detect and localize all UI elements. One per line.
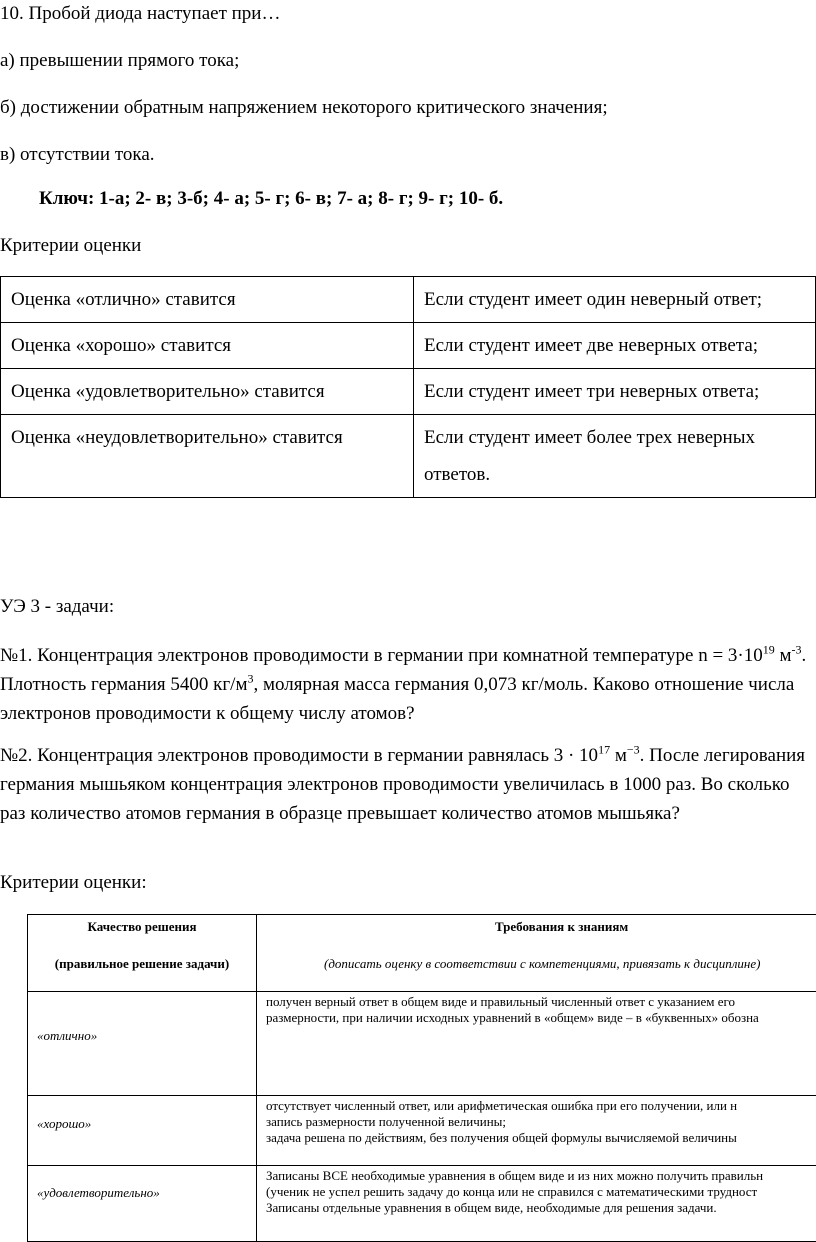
requirement-line: получен верный ответ в общем виде и правильный численный ответ с указанием его: [266, 994, 736, 1009]
ue3-heading: УЭ 3 - задачи:: [0, 596, 115, 617]
criteria-heading: Критерии оценки: [0, 235, 142, 256]
table-row: [28, 1166, 816, 1242]
criteria2-heading: Критерии оценки:: [0, 872, 147, 893]
table-row: [28, 992, 816, 1096]
grade-cell: Оценка «неудовлетворительно» ставится: [1, 415, 414, 498]
requirement-cell: [257, 1096, 816, 1166]
task-1: №1. Концентрация электронов проводимости в германии при комнатной температуре $n = 3\cdot 10^{19}$ $м^{-3}$. Плотность германия 5400 $кг/м^3$, молярная масса германия 0,073 кг/моль. Каково отношение числа электронов проводимости к общему числу атомов?: [0, 642, 807, 724]
quality-header: [28, 915, 257, 992]
question-10-title: 10. Пробой диода наступает при…: [0, 3, 281, 24]
requirement-cell: [257, 992, 816, 1096]
requirement-line: задача решена по действиям, без получения общей формулы вычисляемой величины: [266, 1130, 737, 1145]
table-row: [1, 415, 816, 498]
requirement-line: Записаны ВСЕ необходимые уравнения в общем виде и из них можно получить правильн: [266, 1168, 764, 1183]
task-2: №2. Концентрация электронов проводимости в германии равнялась $3 \cdot 10^{17}$ $м^{-3}$. После легирования германия мышьяком концентрация электронов проводимости увеличилась в 1000 раз. Во сколько раз количество атомов германия в образце превышает количество атомов мышьяка?: [0, 742, 806, 824]
requirement-line: Записаны отдельные уравнения в общем виде, необходимые для решения задачи.: [266, 1200, 717, 1215]
requirement-line: отсутствует численный ответ, или арифметическая ошибка при его получении, или н: [266, 1098, 738, 1113]
condition-cell: Если студент имеет более трех неверных ответов.: [414, 415, 816, 498]
requirement-cell: [257, 1166, 816, 1242]
condition-cell: Если студент имеет один неверный ответ;: [414, 277, 816, 323]
grade-cell: «хорошо»: [28, 1096, 257, 1166]
quality-subtitle: (правильное решение задачи): [54, 956, 230, 971]
table-row: [1, 323, 816, 369]
table-row: [28, 1096, 816, 1166]
requirements-subtitle: (дописать оценку в соответствии с компетенциями, привязать к дисциплине): [324, 956, 761, 971]
grade-cell: «удовлетворительно»: [28, 1166, 257, 1242]
table-header-row: [28, 915, 816, 992]
requirement-line: размерности, при наличии исходных уравнений в «общем» виде – в «буквенных» обозна: [266, 1010, 759, 1025]
requirement-line: (ученик не успел решить задачу до конца или не справился с математическими трудност: [266, 1184, 758, 1199]
grade-cell: Оценка «хорошо» ставится: [1, 323, 414, 369]
table-row: [1, 369, 816, 415]
requirements-title: Требования к знаниям: [495, 919, 629, 934]
table-row: [1, 277, 816, 323]
quality-title: Качество решения: [87, 919, 197, 934]
grade-cell: Оценка «отлично» ставится: [1, 277, 414, 323]
requirements-header: [257, 915, 816, 992]
option-a: а) превышении прямого тока;: [0, 50, 240, 71]
option-b: б) достижении обратным напряжением некоторого критического значения;: [0, 97, 608, 118]
criteria-table: [0, 276, 816, 498]
requirement-line: запись размерности полученной величины;: [266, 1114, 507, 1129]
option-c: в) отсутствии тока.: [0, 144, 155, 165]
grade-cell: «отлично»: [28, 992, 257, 1096]
answer-key: Ключ: 1-а; 2- в; 3-б; 4- а; 5- г; 6- в; 7- а; 8- г; 9- г; 10- б.: [39, 188, 504, 209]
condition-cell: Если студент имеет две неверных ответа;: [414, 323, 816, 369]
solution-criteria-table: [27, 914, 816, 1242]
condition-cell: Если студент имеет три неверных ответа;: [414, 369, 816, 415]
grade-cell: Оценка «удовлетворительно» ставится: [1, 369, 414, 415]
